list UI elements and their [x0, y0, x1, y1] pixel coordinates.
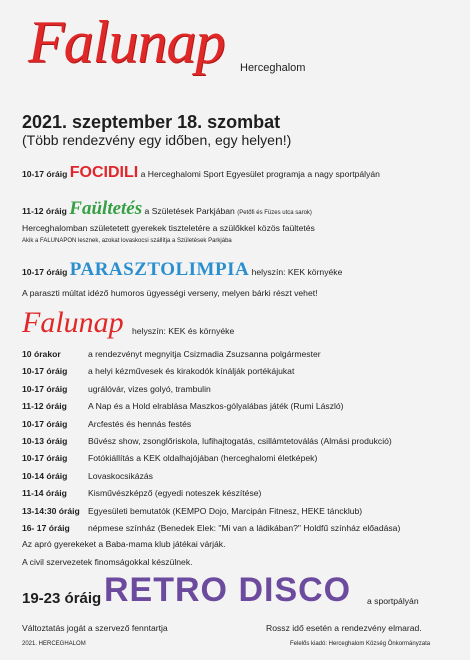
- parasztolimpia-time: 10-17 óráig: [22, 267, 68, 277]
- schedule-time: 10-13 óráig: [22, 436, 68, 446]
- footer-right-2: Felelős kiadó: Herceghalom Község Önkormányzata: [290, 641, 431, 647]
- schedule-text: Egyesületi bemutatók (KEMPO Dojo, Marcipán Fitnesz, HEKE táncklub): [88, 505, 363, 516]
- footer-right-1: Rossz idő esetén a rendezvény elmarad.: [266, 623, 422, 633]
- schedule-text: a helyi kézművesek és kirakodók kínálják portékájukat: [88, 366, 295, 377]
- schedule-time: 16- 17 óráig: [22, 523, 70, 533]
- schedule-text: Kisművészképző (egyedi noteszek készítése): [88, 488, 262, 499]
- schedule-text: a rendezvényt megnyitja Csizmadia Zsuzsanna polgármester: [88, 349, 321, 359]
- location-label: Herceghalom: [240, 62, 306, 74]
- schedule-text: A Nap és a Hold elrablása Maszkos-gólyalábas játék (Rumi László): [88, 401, 344, 412]
- schedule-time: 11-14 óráig: [22, 488, 67, 499]
- faultetes-row: [22, 198, 312, 220]
- footer-left-2: 2021. HERCEGHALOM: [22, 641, 86, 647]
- schedule-time: 10-17 óráig: [22, 383, 68, 394]
- falunap-section-title: Falunap: [22, 306, 124, 339]
- page-title: Falunap: [28, 9, 225, 75]
- schedule-item: [22, 419, 191, 429]
- schedule-text: népmese színház (Benedek Elek: "Mi van a ládikában?" Holdfű színház előadása): [88, 523, 401, 533]
- disco-time: 19-23 óráig: [22, 590, 102, 607]
- footer-left-1: Változtatás jogát a szervező fenntartja: [22, 623, 168, 633]
- schedule-text: Arcfestés és hennás festés: [88, 418, 192, 429]
- falunap-place: helyszín: KEK és környéke: [132, 326, 235, 336]
- schedule-item: [22, 401, 344, 411]
- event-date: 2021. szeptember 18. szombat: [22, 112, 281, 132]
- schedule-time: 10-17 óráig: [22, 453, 68, 464]
- faultetes-time: 11-12 óráig: [22, 206, 67, 216]
- faultetes-name: Faültetés: [69, 198, 143, 219]
- parasztolimpia-row: [22, 259, 342, 281]
- schedule-time: 11-12 óráig: [22, 401, 67, 412]
- schedule-text: ugrálóvár, vizes golyó, trambulin: [88, 383, 211, 394]
- focidili-time: 10-17 óráig: [22, 169, 68, 179]
- note-babamama: Az apró gyerekeket a Baba-mama klub játékai várják.: [22, 539, 226, 549]
- schedule-item: [22, 436, 392, 446]
- schedule-item: [22, 453, 317, 463]
- faultetes-line3: Akik a FALUNAPON lesznek, azokat lovaskocsi szállítja a Születések Parkjába: [22, 238, 232, 244]
- faultetes-place: a Születések Parkjában: [144, 206, 235, 216]
- schedule-time: 13-14:30 óráig: [22, 505, 80, 516]
- schedule-time: 10 órakor: [22, 349, 61, 359]
- schedule-text: Fotókiállítás a KEK oldalhajójában (herceghalomi életképek): [88, 453, 318, 464]
- schedule-item: [22, 471, 153, 481]
- schedule-item: [22, 506, 362, 516]
- note-civil: A civil szervezetek finomságokkal készülnek.: [22, 557, 193, 567]
- schedule-text: Bűvész show, zsonglőriskola, lufihajtogatás, csillámtetoválás (Almási produkció): [88, 436, 392, 446]
- parasztolimpia-desc: A paraszti múltat idéző humoros ügyességi verseny, melyen bárki részt vehet!: [22, 288, 318, 298]
- schedule-time: 10-14 óráig: [22, 470, 68, 481]
- schedule-time: 10-17 óráig: [22, 418, 68, 429]
- schedule-item: [22, 488, 261, 498]
- focidili-desc: a Herceghalomi Sport Egyesület programja a nagy sportpályán: [140, 169, 380, 179]
- event-subtitle: (Több rendezvény egy időben, egy helyen!): [22, 132, 292, 148]
- faultetes-note: (Petőfi és Füzes utca sarok): [237, 210, 312, 216]
- schedule-text: Lovaskocsikázás: [88, 470, 153, 481]
- schedule-time: 10-17 óráig: [22, 366, 68, 377]
- schedule-item: [22, 366, 294, 376]
- faultetes-line2: Herceghalomban születetett gyerekek tiszteletére a szülőkkel közös faültetés: [22, 223, 315, 233]
- parasztolimpia-name: PARASZTOLIMPIA: [69, 259, 250, 280]
- schedule-item: [22, 384, 211, 394]
- focidili-row: [22, 164, 380, 182]
- disco-name: RETRO DISCO: [104, 571, 352, 609]
- parasztolimpia-place: helyszín: KEK környéke: [251, 267, 343, 277]
- schedule-item: [22, 523, 400, 533]
- focidili-name: FOCIDILI: [69, 164, 139, 181]
- disco-place: a sportpályán: [367, 596, 419, 606]
- schedule-item: [22, 349, 321, 359]
